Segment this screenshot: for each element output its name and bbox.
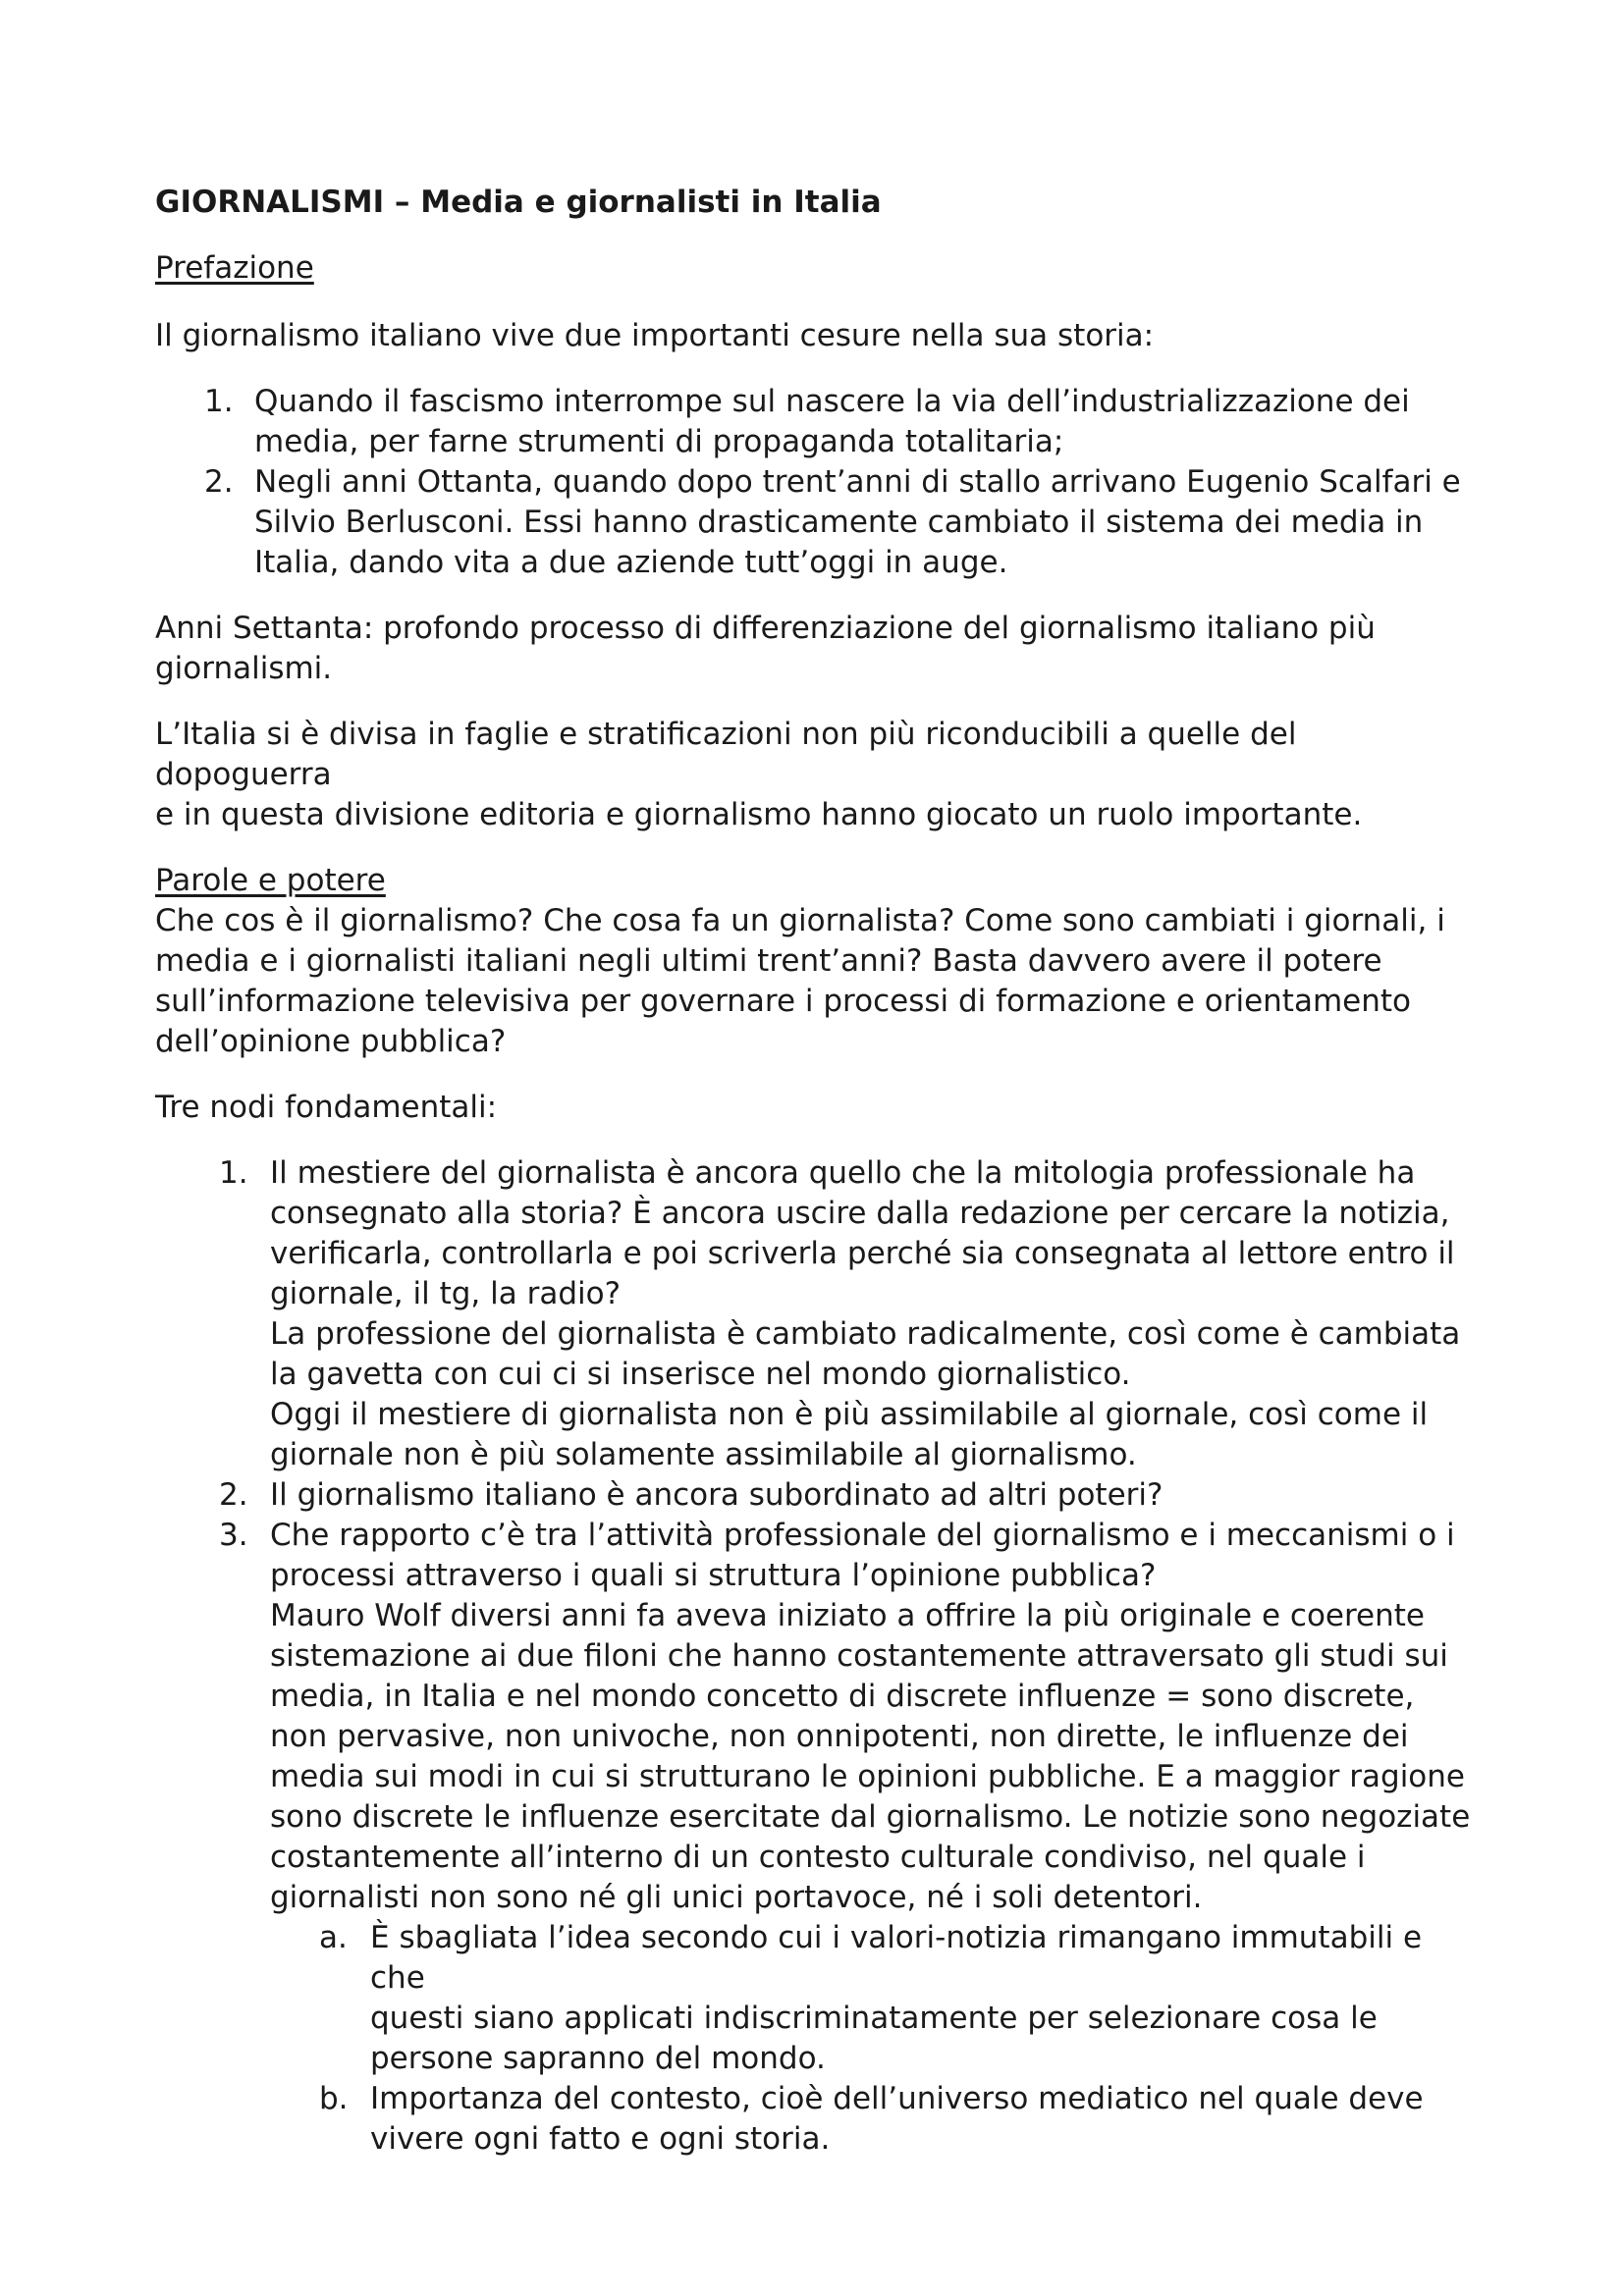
list-item-line: sono discrete le influenze esercitate dal giornalismo. Le notizie sono negoziate <box>270 1799 1471 1835</box>
list-item-line: La professione del giornalista è cambiato radicalmente, così come è cambiata <box>270 1316 1461 1352</box>
list-item-line: Oggi il mestiere di giornalista non è più assimilabile al giornale, così come il <box>270 1397 1429 1432</box>
numbered-list-cesure <box>155 382 1481 583</box>
paragraph-line: Che cos è il giornalismo? Che cosa fa un giornalista? Come sono cambiati i giornali, i <box>155 903 1445 938</box>
paragraph-questions <box>155 901 1481 1062</box>
list-item-line: consegnato alla storia? È ancora uscire dalla redazione per cercare la notizia, <box>270 1196 1450 1231</box>
list-item-line: costantemente all’interno di un contesto culturale condiviso, nel quale i <box>270 1840 1366 1875</box>
list-item-line: giornalisti non sono né gli unici portavoce, né i soli detentori. <box>270 1880 1203 1915</box>
paragraph-line: media e i giornalisti italiani negli ultimi trent’anni? Basta davvero avere il potere <box>155 943 1382 979</box>
paragraph-line: e in questa divisione editoria e giornalismo hanno giocato un ruolo importante. <box>155 797 1363 832</box>
list-item <box>155 1475 1481 1516</box>
paragraph-tre-nodi: Tre nodi fondamentali: <box>155 1090 498 1125</box>
list-item-line: Silvio Berlusconi. Essi hanno drasticamente cambiato il sistema dei media in <box>254 505 1424 540</box>
list-item-line: sistemazione ai due filoni che hanno costantemente attraversato gli studi sui <box>270 1638 1448 1674</box>
list-number: 1. <box>219 1155 248 1191</box>
list-item-line: Quando il fascismo interrompe sul nascere la via dell’industrializzazione dei <box>254 384 1410 419</box>
sublist-item-text <box>370 1918 1481 2079</box>
list-item-line: processi attraverso i quali si struttura l’opinione pubblica? <box>270 1558 1157 1593</box>
sublist-letter: b. <box>319 2081 349 2116</box>
paragraph-line: giornalismi. <box>155 651 333 686</box>
list-item-line: verificarla, controllarla e poi scriverla perché sia consegnata al lettore entro il <box>270 1236 1455 1271</box>
document-page <box>155 183 1481 2185</box>
list-item-line: non pervasive, non univoche, non onnipotenti, non dirette, le influenze dei <box>270 1719 1409 1754</box>
document-title: GIORNALISMI – Media e giornalisti in Italia <box>155 185 882 220</box>
paragraph-anni-settanta <box>155 609 1481 689</box>
sublist-item-line: questi siano applicati indiscriminatamente per selezionare cosa le <box>370 2001 1378 2036</box>
list-number: 3. <box>219 1518 248 1553</box>
list-item <box>155 1516 1481 2160</box>
paragraph-line: Anni Settanta: profondo processo di differenziazione del giornalismo italiano più <box>155 611 1376 646</box>
paragraph-line: dell’opinione pubblica? <box>155 1024 507 1059</box>
list-item <box>155 1153 1481 1475</box>
paragraph-line: L’Italia si è divisa in faglie e stratificazioni non più riconducibili a quelle del dopoguerra <box>155 717 1297 792</box>
list-item-line: giornale non è più solamente assimilabile al giornalismo. <box>270 1437 1137 1472</box>
list-number: 1. <box>204 384 234 419</box>
list-item-line: media sui modi in cui si strutturano le opinioni pubbliche. E a maggior ragione <box>270 1759 1465 1794</box>
list-item-line: la gavetta con cui ci si inserisce nel mondo giornalistico. <box>270 1357 1131 1392</box>
paragraph-italia-divisa <box>155 715 1481 835</box>
sublist-item <box>155 1918 1481 2079</box>
sublist-item <box>155 2079 1481 2160</box>
sublist-item-text <box>370 2079 1481 2160</box>
list-number: 2. <box>204 464 234 500</box>
paragraph-intro: Il giornalismo italiano vive due importanti cesure nella sua storia: <box>155 318 1155 353</box>
list-number: 2. <box>219 1477 248 1513</box>
list-item-line: Che rapporto c’è tra l’attività professionale del giornalismo e i meccanismi o i <box>270 1518 1455 1553</box>
section-heading-parole-e-potere: Parole e potere <box>155 863 386 898</box>
sublist-item-line: Importanza del contesto, cioè dell’universo mediatico nel quale deve <box>370 2081 1424 2116</box>
list-item <box>155 462 1481 583</box>
list-item-line: Negli anni Ottanta, quando dopo trent’anni di stallo arrivano Eugenio Scalfari e <box>254 464 1461 500</box>
lettered-sublist <box>270 1918 1481 2160</box>
list-item-line: Il giornalismo italiano è ancora subordinato ad altri poteri? <box>270 1477 1163 1513</box>
sublist-letter: a. <box>319 1920 348 1955</box>
list-item <box>155 382 1481 462</box>
paragraph-line: sull’informazione televisiva per governare i processi di formazione e orientamento <box>155 984 1411 1019</box>
list-item-line: giornale, il tg, la radio? <box>270 1276 622 1311</box>
list-item-line: media, in Italia e nel mondo concetto di discrete influenze = sono discrete, <box>270 1679 1415 1714</box>
section-heading-prefazione: Prefazione <box>155 250 314 286</box>
list-item-line: Italia, dando vita a due aziende tutt’oggi in auge. <box>254 545 1008 580</box>
list-item-line: Mauro Wolf diversi anni fa aveva iniziato a offrire la più originale e coerente <box>270 1598 1425 1633</box>
list-item-line: Il mestiere del giornalista è ancora quello che la mitologia professionale ha <box>270 1155 1416 1191</box>
list-item-line: media, per farne strumenti di propaganda totalitaria; <box>254 424 1064 459</box>
numbered-list-nodi <box>155 1153 1481 2160</box>
sublist-item-line: vivere ogni fatto e ogni storia. <box>370 2121 831 2157</box>
sublist-item-line: È sbagliata l’idea secondo cui i valori-notizia rimangano immutabili e che <box>370 1920 1423 1996</box>
sublist-item-line: persone sapranno del mondo. <box>370 2041 826 2076</box>
